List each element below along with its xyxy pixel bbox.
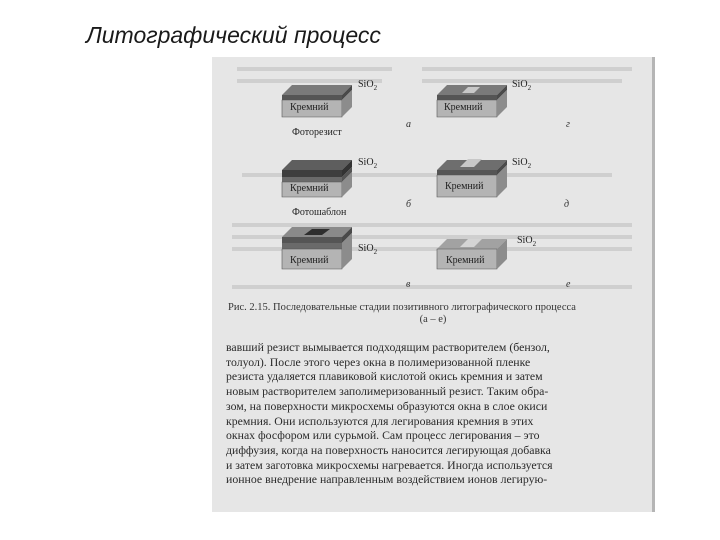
step-label-a: а xyxy=(406,119,411,130)
text-line: окнах фосфором или сурьмой. Сам процесс легирования – это xyxy=(226,428,540,443)
silicon-label-e: Кремний xyxy=(446,255,485,266)
oxide-label-g: SiO$_2$ xyxy=(512,79,532,92)
silicon-label-g: Кремний xyxy=(444,102,483,113)
oxide-label-e: SiO$_2$ xyxy=(517,235,537,248)
step-label-v: в xyxy=(406,279,411,290)
silicon-label-a: Кремний xyxy=(290,102,329,113)
oxide-label-v: SiO$_2$ xyxy=(358,243,378,256)
text-line: ионное внедрение направленным воздействием ионов легирую- xyxy=(226,472,548,487)
photomask-label: Фотошаблон xyxy=(292,207,347,218)
body-paragraph xyxy=(226,340,642,487)
figure-caption xyxy=(228,302,638,326)
scanned-page xyxy=(212,57,655,512)
text-line: и затем заготовка микросхемы нагревается. Иногда используется xyxy=(226,457,553,472)
oxide-label-a: SiO$_2$ xyxy=(358,79,378,92)
text-line: новым растворителем заполимеризованный резист. Таким обра- xyxy=(226,384,549,399)
text-line: кремния. Они используются для легирования кремния в этих xyxy=(226,413,534,428)
silicon-label-d: Кремний xyxy=(445,181,484,192)
text-line: диффузия, когда на поверхность наносится легирующая добавка xyxy=(226,442,551,457)
text-line: толуол). После этого через окна в полимеризованной пленке xyxy=(226,354,531,369)
oxide-label-d: SiO$_2$ xyxy=(512,157,532,170)
caption-line-2: (а – е) xyxy=(419,314,447,325)
oxide-label-b: SiO$_2$ xyxy=(358,157,378,170)
silicon-label-b: Кремний xyxy=(290,183,329,194)
text-line: вавший резист вымывается подходящим растворителем (бензол, xyxy=(226,340,550,354)
step-label-d: д xyxy=(564,199,570,210)
caption-line-1: Рис. 2.15. Последовательные стадии позитивного литографического процесса xyxy=(228,302,576,313)
step-label-g: г xyxy=(566,119,570,130)
silicon-label-v: Кремний xyxy=(290,255,329,266)
lithography-figure xyxy=(212,57,652,297)
step-label-b: б xyxy=(406,199,412,210)
step-label-e: е xyxy=(566,279,571,290)
text-line: зом, на поверхности микросхемы образуются окна в слое окиси xyxy=(226,398,548,413)
photoresist-label: Фоторезист xyxy=(292,127,342,138)
slide-title: Литографический процесс xyxy=(86,22,381,48)
text-line: резиста удаляется плавиковой кислотой окись кремния и затем xyxy=(226,369,543,384)
